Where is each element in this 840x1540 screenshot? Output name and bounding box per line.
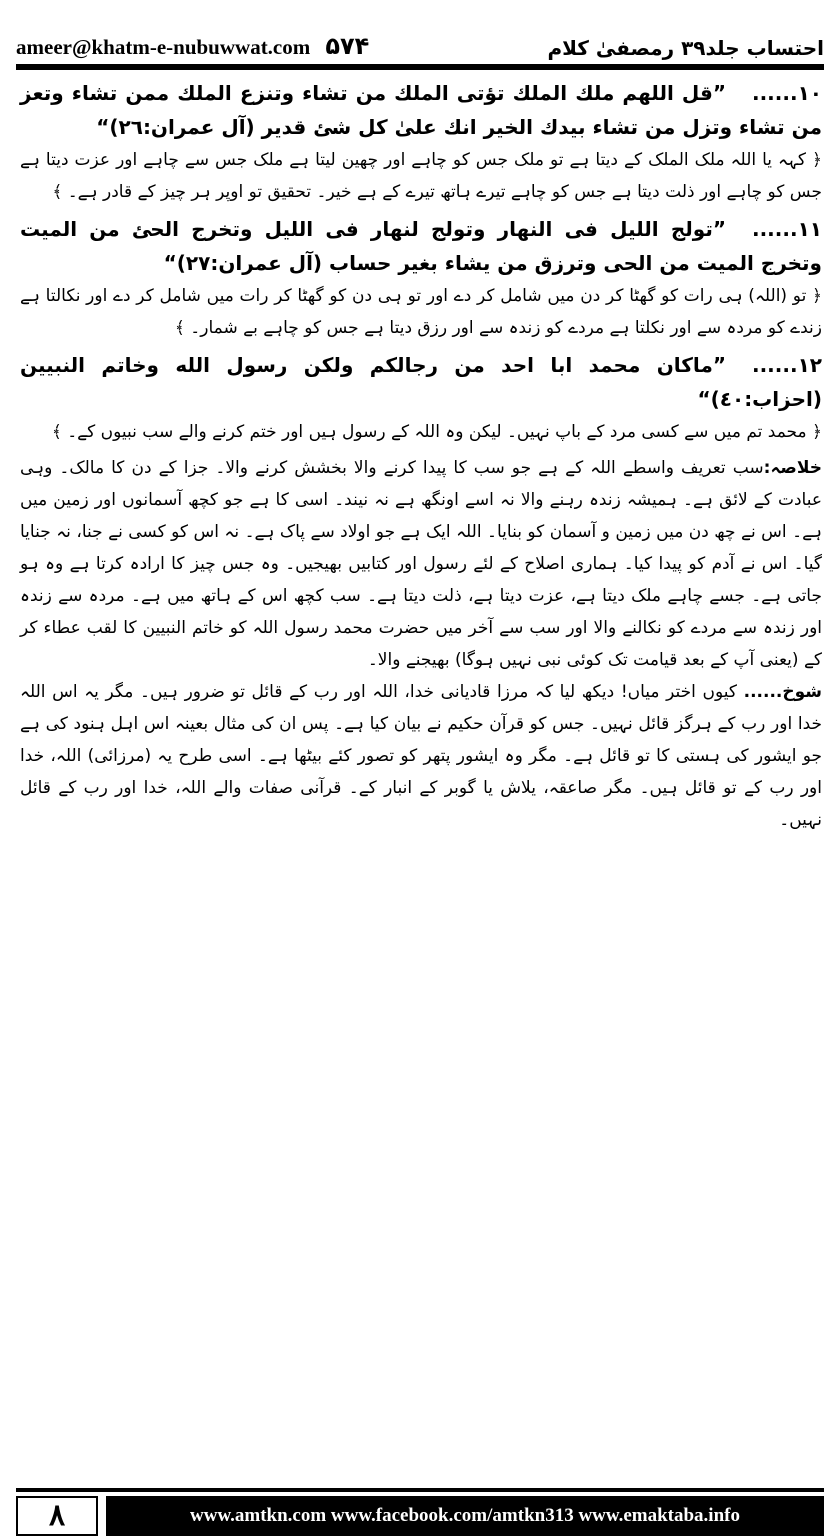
- item-number-11: ۱۱......: [751, 217, 822, 241]
- header-left: [16, 32, 369, 60]
- header-divider: [16, 64, 824, 70]
- verse-translation-10: ﴿ کہہ یا اللہ ملک الملک کے دیتا ہے تو ملک جس کو چاہے اور چھین لیتا ہے ملک جس سے چاہے اور عزت دیتا ہے جس کو چاہے اور ذلت دیتا ہے جس کو چاہے تیرے ہاتھ تیرے کے ہے خیر۔ تحقیق تو اوپر ہر چیز کے قادر ہے۔ ﴾: [20, 150, 822, 202]
- section-number-box: ۸: [16, 1496, 98, 1536]
- summary-paragraph: [20, 452, 822, 676]
- summary-text: سب تعریف واسطے اللہ کے ہے جو سب کا پیدا کرنے والا بخشش کرنے والا۔ جزا کے دن کا مالک۔ وہی عبادت کے لائق ہے۔ ہمیشہ زندہ رہنے والا نہ اسے اونگھ ہے نہ نیند۔ اسی کا ہے جو کچھ آسمانوں اور زمین میں ہے۔ اس نے چھ دن میں زمین و آسمان کو بنایا۔ اللہ ایک ہے جو اولاد سے پاک ہے۔ نہ اس کو کسی نے جنا، نہ جنایا گیا۔ اس نے آدم کو پیدا کیا۔ ہماری اصلاح کے لئے رسول اور کتابیں بھیجیں۔ وہ جس چیز کا ارادہ کرتا ہے وہ ہو جاتی ہے۔ جسے چاہے ملک دیتا ہے، عزت دیتا ہے، ذلت دیتا ہے۔ سب کچھ اس کے ہاتھ میں ہے۔ مردہ سے زندہ اور زندہ سے مردے کو نکالنے والا اور سب سے آخر میں حضرت محمد رسول اللہ کو خاتم النبیین کا لقب عطاء کر کے (یعنی آپ کے بعد قیامت تک کوئی نبی نہیں ہوگا) بھیجنے والا۔: [20, 458, 822, 670]
- arabic-text: ”قل اللهم ملك الملك تؤتى الملك من تشاء وتنزع الملك ممن تشاء وتعز من تشاء وتزل من تشاء بيدك الخير انك علىٰ كل شئ قدير (آل عمران:٢٦)“: [20, 81, 822, 139]
- verse-translation-11: ﴿ تو (اللہ) ہی رات کو گھٹا کر دن میں شامل کر دے اور تو ہی دن کو گھٹا کر رات میں شامل کر دے اور نکالتا ہے زندے کو مردہ سے اور نکلتا ہے مردے کو زندہ سے اور رزق دیتا ہے جس کو چاہے بے شمار۔ ﴾: [20, 286, 822, 338]
- verse-arabic-11: [20, 212, 822, 280]
- verse-arabic-10: [20, 76, 822, 144]
- running-title: احتساب جلد۳۹ رمصفیٰ کلام: [547, 36, 824, 60]
- verse-arabic-12: [20, 348, 822, 416]
- arabic-text: ”تولج الليل فى النهار وتولج لنهار فى الليل وتخرج الحئ من الميت وتخرج الميت من الحى وترزق من يشاء بغير حساب (آل عمران:٢٧)“: [20, 217, 822, 275]
- shokh-paragraph: [20, 676, 822, 836]
- shokh-text: کیوں اختر میاں! دیکھ لیا کہ مرزا قادیانی خدا، اللہ اور رب کے قائل تو ضرور ہیں۔ مگر یہ اس اللہ خدا اور رب کے ہرگز قائل نہیں۔ جس کو قرآن حکیم نے بیان کیا ہے۔ پس ان کی مثال بعینہ اس اہل ہنود کی ہے جو ایشور کی ہستی کا تو قائل ہے۔ مگر وہ ایشور پتھر کو تصور کئے بیٹھا ہے۔ اسی طرح یہ (مرزائی) اللہ، خدا اور رب کے تو قائل ہیں۔ مگر صاعقہ، یلاش یا گوبر کے انبار کے۔ قرآنی صفات والے اللہ، خدا اور رب کے قائل نہیں۔: [20, 682, 822, 830]
- shokh-label: شوخ......: [743, 682, 823, 702]
- page-number: ۵۷۴: [325, 32, 370, 60]
- header-email: ameer@khatm-e-nubuwwat.com: [16, 35, 311, 59]
- page-header: [16, 10, 824, 60]
- footer-links: www.amtkn.com www.facebook.com/amtkn313 www.emaktaba.info: [106, 1496, 824, 1536]
- arabic-text: ”ماكان محمد ابا احد من رجالكم ولكن رسول الله وخاتم النبيين (احزاب:٤٠)“: [20, 353, 822, 411]
- footer-divider: [16, 1488, 824, 1492]
- page-content: [20, 76, 822, 836]
- item-number-12: ۱۲......: [751, 353, 822, 377]
- item-number-10: ۱۰......: [751, 81, 822, 105]
- verse-translation-12: ﴿ محمد تم میں سے کسی مرد کے باپ نہیں۔ لیکن وہ اللہ کے رسول ہیں اور ختم کرنے والے سب نبیوں کے۔ ﴾: [51, 422, 822, 442]
- summary-label: خلاصہ:: [763, 458, 822, 478]
